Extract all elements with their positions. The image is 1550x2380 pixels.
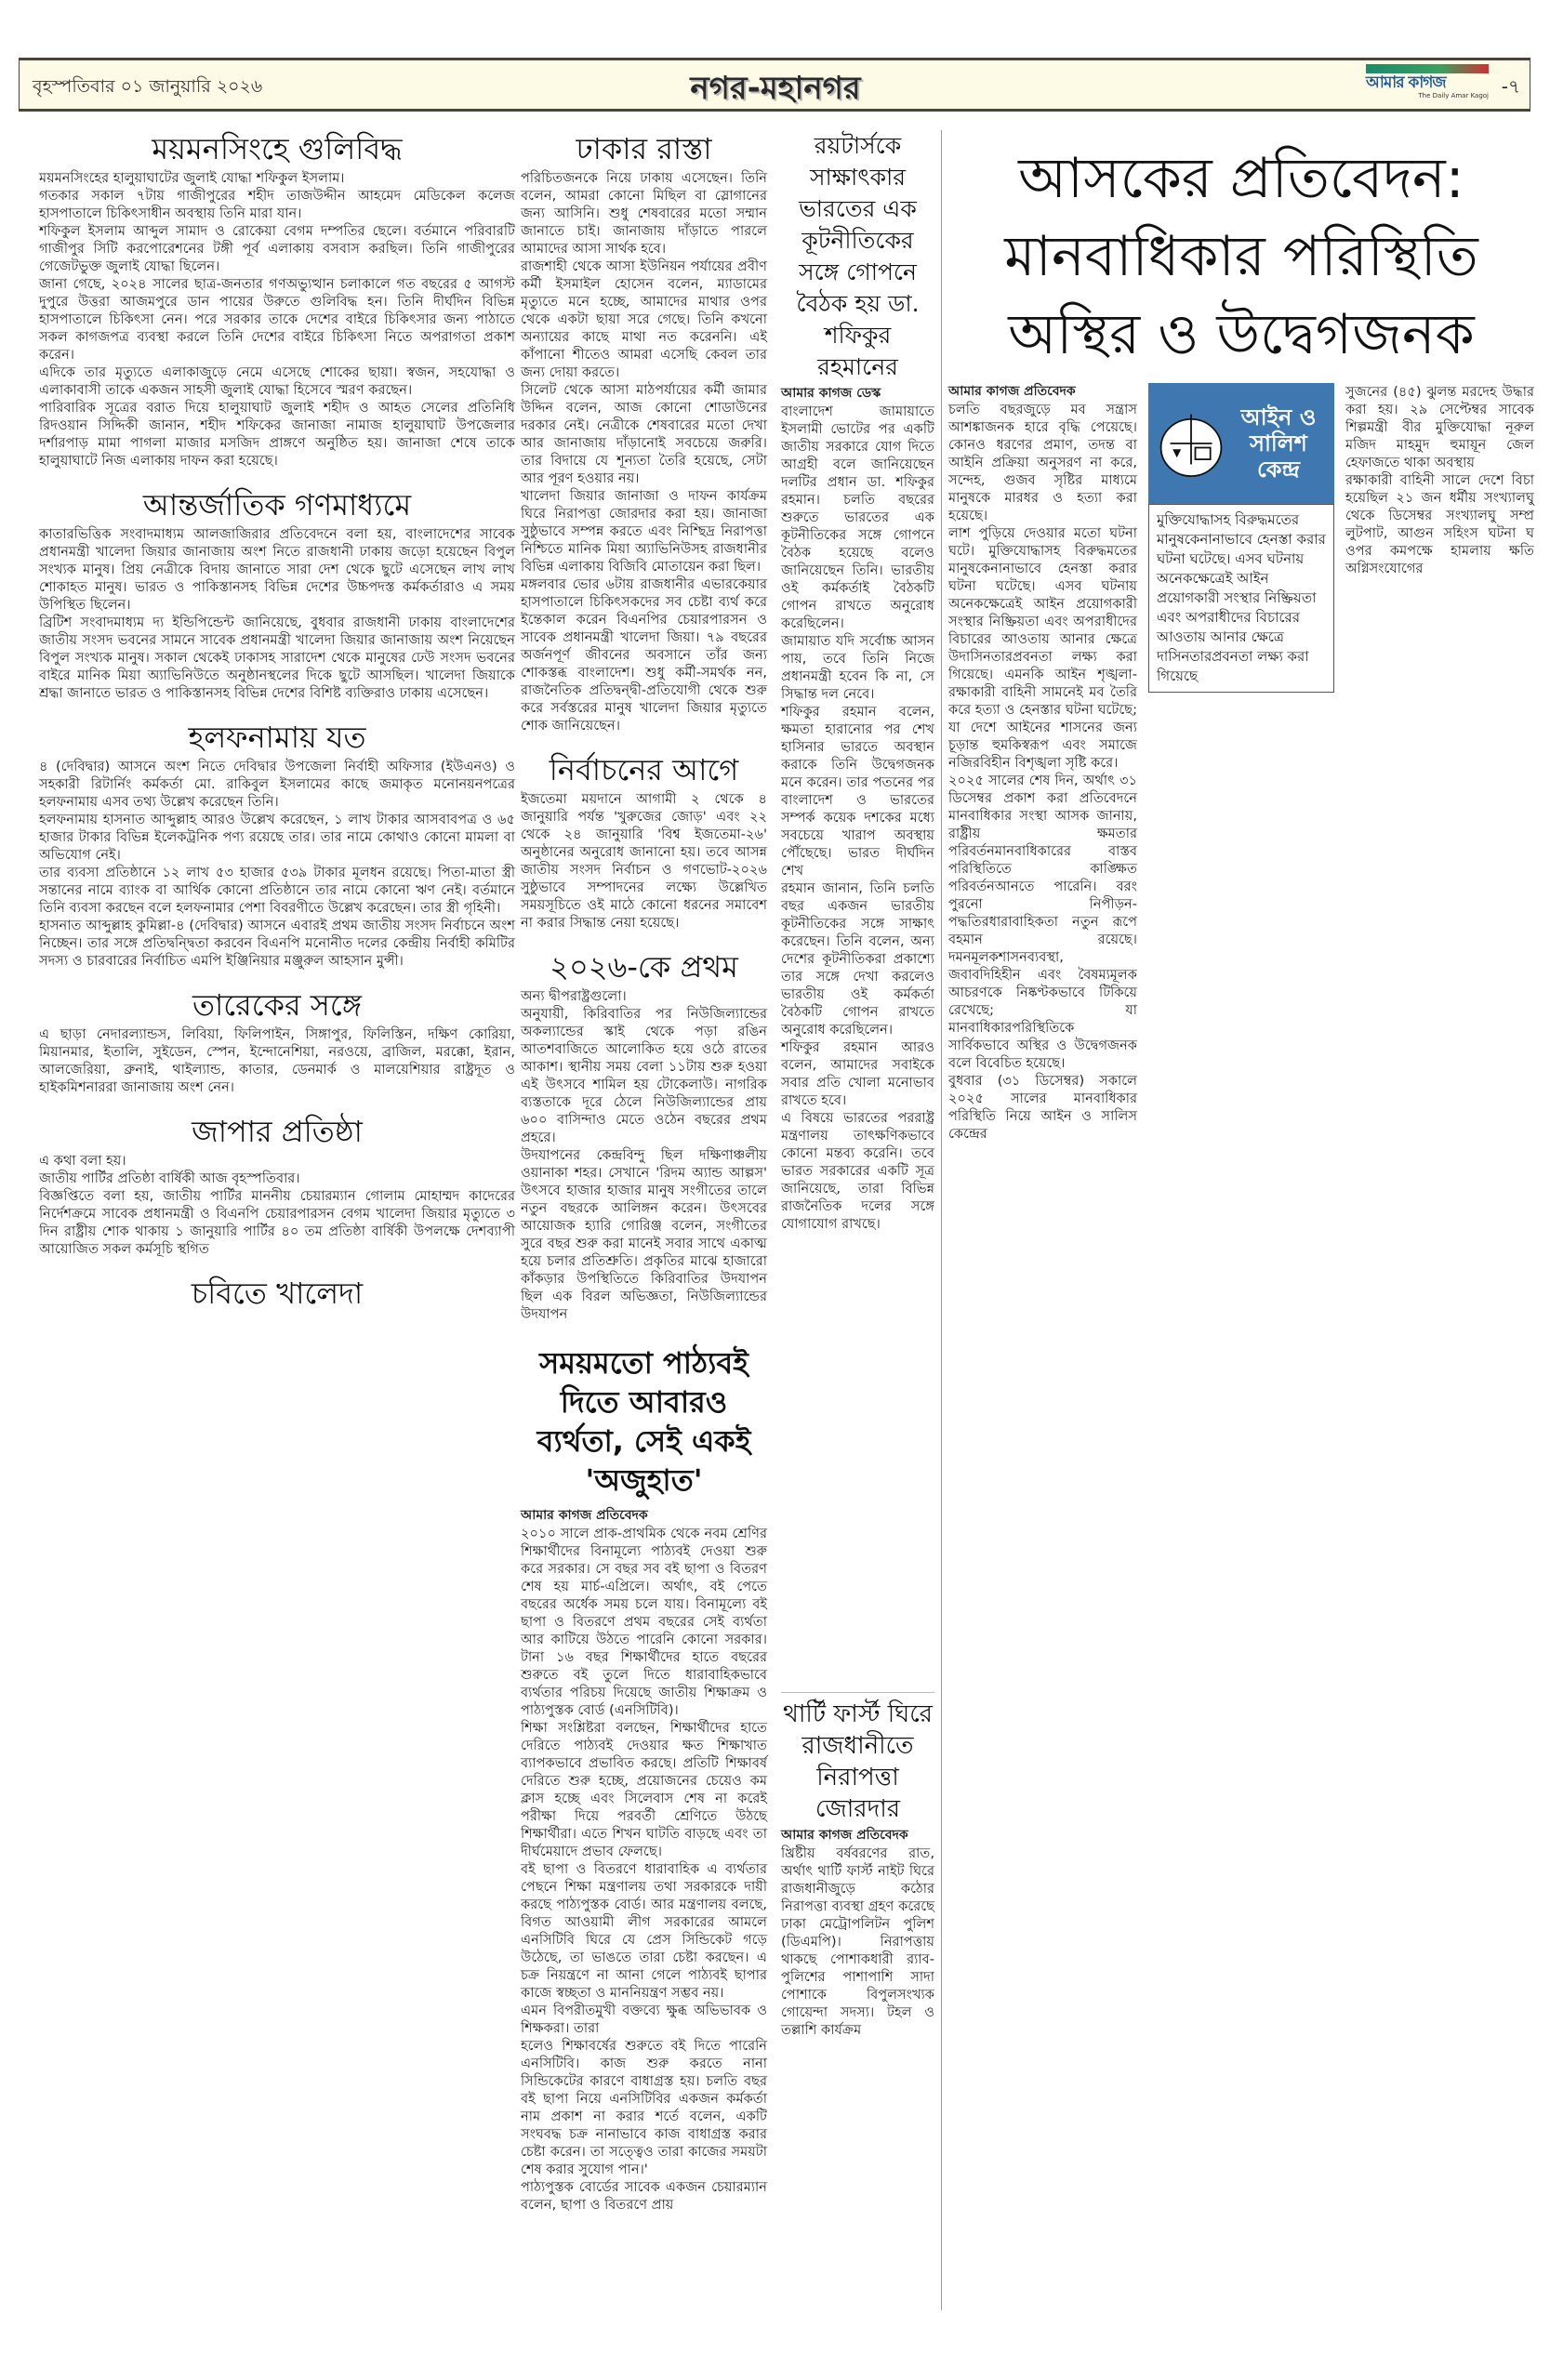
third-column (781, 130, 934, 2310)
article (521, 130, 767, 734)
lead-article-columns (948, 383, 1534, 2310)
paragraph: তার ব্যবসা প্রতিষ্ঠানে ১২ লাখ ৫৩ হাজার ৫৩৯ টাকার মূলধন রয়েছে। পিতা-মাতা স্ত্রী সন্তানের নামে ব্যাংক বা আর্থিক কোনো প্রতিষ্ঠানে তার নামে কোনো ঋণ নেই। বর্তমানে তিনি ব্যবসা করছেন বলে হলফনামার পেশা বিবরণীতে উল্লেখ করেছেন। তার স্ত্রী গৃহিনী। (39, 865, 515, 916)
paragraph: হলেও শিক্ষাবর্ষের শুরুতে বই দিতে পারেনি এনসিটিবি। কাজ শুরু করতে নানা সিন্ডিকেটের কারণে বাধাগ্রস্ত হয়। চলতি বছর বই ছাপা নিয়ে এনসিটিবির একজন কর্মকর্তা নাম প্রকাশ না করার শর্তে বলেন, একটি সংঘবদ্ধ চক্র নানাভাবে কাজ বাধাগ্রস্ত করার চেষ্টা করেন। তা সত্ত্বেও তারা কাজের সময়টা শেষ করার সুযোগ পান।' (521, 2038, 767, 2177)
paragraph: শফিকুর রহমান আরও বলেন, আমাদের সবাইকে সবার প্রতি খোলা মনোভাব রাখতে হবে। (781, 1039, 934, 1108)
lead-article-column-2-text (1148, 702, 1334, 2294)
paragraph: লাশ পুড়িয়ে দেওয়ার মতো ঘটনা ঘটে। মুক্তিযোদ্ধাসহ বিরুদ্ধমতের মানুষকেনানাভাবে হেনস্তা করার ঘটনা ঘটেছে। এসব ঘটনায় অনেকক্ষেত্রেই আইন প্রয়োগকারী সংস্থার নিষ্ক্রিয়তা এবং অপরাধীদের বিচারের আওতায় আনার ক্ষেত্রে উদাসিনতারপ্রবনতা লক্ষ্য করা গিয়েছে। এমনকি আইন শৃঙ্খলা-রক্ষাকারী বাহিনী সামনেই মব তৈরি করে হত্যা ও হেনস্তার ঘটনা ঘটেছে; যা দেশে আইনের শাসনের জন্য চূড়ান্ত হুমকিস্বরূপ এবং সমাজে নজিরবিহীন বিশৃঙ্খলা সৃষ্টি করে। (948, 525, 1137, 771)
paragraph: এ কথা বলা হয়। (39, 1153, 126, 1169)
lead-article-column-3 (1345, 383, 1534, 2294)
paragraph: শফিকুর রহমান বলেন, ক্ষমতা হারানোর পর শেখ হাসিনার ভারতে অবস্থান করাকে তিনি উদ্বেগজনক মনে করেন। তার পতনের পর বাংলাদেশ ও ভারতের সম্পর্ক কয়েক দশকের মধ্যে সবচেয়ে খারাপ অবস্থায় পৌঁছেছে। ভারত দীর্ঘদিন শেখ (781, 704, 934, 879)
logo-skyline-icon (1366, 64, 1489, 73)
paragraph: বই ছাপা ও বিতরণে ধারাবাহিক এ ব্যর্থতার পেছনে শিক্ষা মন্ত্রণালয় তথা সরকারকে দায়ী করছে পাঠ্যপুস্তক বোর্ড। আর মন্ত্রণালয় বলছে, বিগত আওয়ামী লীগ সরকারের আমলে এনসিটিবি ঘিরে যে প্রেস সিন্ডিকেট গড়ে উঠেছে, তা ভাঙতে তারা চেষ্টা করছেন। এ চক্র নিয়ন্ত্রণে না আনা গেলে পাঠ্যবই ছাপার কাজে স্বচ্ছতা ও মাননিয়ন্ত্রণ সম্ভব নয়। (521, 1861, 767, 2001)
paragraph: সিলেট থেকে আসা মাঠপর্যায়ের কর্মী জামার উদ্দিন বলেন, আজ কোনো শোডাউনের দরকার নেই। নেত্রীকে শেষবারের মতো দেখা আর জানাজায় দাঁড়ানোই সবচেয়ে জরুরি। তার বিদায়ে যে শূন্যতা তৈরি হয়েছে, সেটা আর পূরণ হওয়ার নয়। (521, 382, 767, 486)
paragraph: সুজনের (৪৫) ঝুলন্ত মরদেহ উদ্ধার করা হয়। ২৯ সেপ্টেম্বর সাবেক শিল্পমন্ত্রী বীর মুক্তিযোদ্ধা নূরুল মজিদ মাহমুদ হুমায়ূন জেল হেফাজতে থাকা অবস্থায় (1345, 384, 1534, 470)
lead-article (948, 139, 1534, 2310)
article-heading: জাপার প্রতিষ্ঠা (192, 1114, 363, 1149)
lead-article-column-1 (948, 383, 1137, 2294)
pull-quote: মুক্তিযোদ্ধাসহ বিরুদ্ধমতের মানুষকেনানাভাবে হেনস্তা করার ঘটনা ঘটেছে। এসব ঘটনায় অনেকক্ষেত্রেই আইন প্রয়োগকারী সংস্থার নিষ্ক্রিয়তা এবং অপরাধীদের বিচারের আওতায় আনার ক্ষেত্রে দাসিনতারপ্রবনতা লক্ষ্য করা গিয়েছে (1148, 504, 1334, 693)
paragraph: পাঠ্যপুস্তক বোর্ডের সাবেক একজন চেয়ারম্যান বলেন, ছাপা ও বিতরণে প্রায় (521, 2179, 767, 2213)
paragraph: উদযাপনের কেন্দ্রবিন্দু ছিল দক্ষিণাঞ্চলীয় ওয়ানাকা শহর। সেখানে 'রিদম অ্যান্ড আল্পস' উৎসবে হাজার হাজার মানুষ সংগীতের তালে নতুন বছরকে আলিঙ্গন করেন। উৎসবের আয়োজক হ্যারি গোরিঞ্জ বলেন, সংগীতের সুরে বছর শুরু করা মানেই সবার সাথে একাত্ম হয়ে চলার প্রতিশ্রুতি। প্রকৃতির মাঝে হাজারো কাঁকড়ার উপস্থিতিতে কিরিবাতির উদযাপন ছিল এক বিরল অভিজ্ঞতা, নিউজিল্যান্ডের উদযাপন (521, 1147, 767, 1322)
issue-date: বৃহস্পতিবার ০১ জানুয়ারি ২০২৬ (33, 76, 263, 97)
paragraph: হলফনামায় হাসনাত আব্দুল্লাহ আরও উল্লেখ করেছেন, ১ লাখ টাকার আসবাবপত্র ও ৬৫ হাজার টাকার বিভিন্ন ইলেকট্রনিক পণ্য রয়েছে তার। তার নামে কোথাও কোনো মামলা বা অভিযোগ নেই। (39, 812, 515, 863)
article-heading: আন্তর্জাতিক গণমাধ্যমে (142, 487, 412, 522)
paragraph: অন্য দ্বীপরাষ্ট্রগুলো। (521, 988, 627, 1004)
article-heading: ২০২৬-কে প্রথম (550, 949, 738, 985)
article (39, 130, 515, 469)
paragraph: বুধবার (৩১ ডিসেম্বর) সকালে ২০২৫ সালের মানবাধিকার পরিস্থিতি নিয়ে আইন ও সালিস কেন্দ্রের (948, 1073, 1137, 1142)
paragraph: খ্রিষ্টীয় বর্ষবরণের রাত, অর্থাৎ থার্টি ফার্স্ট নাইট ঘিরে রাজধানীজুড়ে কঠোর নিরাপত্তা ব্যবস্থা গ্রহণ করেছে ঢাকা মেট্রোপলিটন পুলিশ (ডিএমপি)। নিরাপত্তায় থাকছে পোশাকধারী র‍্যাব-পুলিশের পাশাপাশি সাদা পোশাকে বিপুলসংখ্যক গোয়েন্দা সদস্য। টহল ও তল্লাশি কার্যক্রম (781, 1845, 934, 2038)
paragraph: এমন বিপরীতমুখী বক্তব্যে ক্ষুব্ধ অভিভাবক ও শিক্ষকরা। তারা (521, 2003, 767, 2036)
scales-of-justice-icon (1158, 405, 1225, 482)
article (39, 1113, 515, 1258)
article-heading: থার্টি ফার্স্ট ঘিরে রাজধানীতে নিরাপত্তা জোরদার (783, 1700, 933, 1823)
paragraph: এ ছাড়া নেদারল্যান্ডস, লিবিয়া, ফিলিপাইন, সিঙ্গাপুর, ফিলিস্তিন, দক্ষিণ কোরিয়া, মিয়ানমার, ইতালি, সুইডেন, স্পেন, ইন্দোনেশিয়া, নরওয়ে, ব্রাজিল, মরক্কো, ইরান, আলজেরিয়া, ব্রুনাই, থাইল্যান্ড, কাতার, ডেনমার্ক ও মালয়েশিয়ার রাষ্ট্রদূত ও হাইকমিশনাররা জানাজায় অংশ নেন। (39, 1026, 515, 1095)
article-heading: ঢাকার রাস্তা (576, 131, 712, 166)
section-title: নগর-মহানগর (690, 70, 861, 107)
article-heading: তারেকের সঙ্গে (192, 987, 362, 1023)
left-column (39, 130, 515, 2310)
byline: আমার কাগজ প্রতিবেদক (521, 1508, 648, 1523)
paragraph: মঙ্গলবার ভোর ৬টায় রাজধানীর এভারকেয়ার হাসপাতালে চিকিৎসকদের সব চেষ্টা ব্যর্থ করে ইন্তেকাল করেন বিএনপির চেয়ারপারসন ও সাবেক প্রধানমন্ত্রী খালেদা জিয়া। ৭৯ বছরের অর্জনপূর্ণ জীবনের অবসানে তাঁর জন্য শোকস্তব্ধ বাংলাদেশ। শুধু কর্মী-সমর্থক নন, রাজনৈতিক প্রতিদ্বন্দ্বী-প্রতিযোগী থেকে শুরু করে সর্বস্তরের মানুষ খালেদা জিয়ার মৃত্যুতে শোক জানিয়েছেন। (521, 576, 767, 734)
article-heading: নির্বাচনের আগে (549, 752, 739, 787)
paragraph: অনুযায়ী, কিরিবাতির পর নিউজিল্যান্ডের অকল্যান্ডের স্কাই থেকে পড়া রঙিন আতশবাজিতে আলোকিত হয়ে ওঠে রাতের আকাশ। স্থানীয় সময় বেলা ১১টায় শুরু হওয়া এই উৎসবে শামিল হয় টোকেলাউ। নাগরিক ব্যস্ততাকে দূরে ঠেলে নিউজিল্যান্ডের প্রায় ৬০০ বাসিন্দাও মেতে ওঠেন বছরের প্রথম প্রহরে। (521, 1006, 767, 1145)
paragraph: জাতীয় পার্টির প্রতিষ্ঠা বার্ষিকী আজ বৃহস্পতিবার। (39, 1170, 300, 1186)
byline: আমার কাগজ প্রতিবেদক (781, 1828, 908, 1843)
paragraph: শিক্ষা সংশ্লিষ্টরা বলছেন, শিক্ষার্থীদের হাতে দেরিতে পাঠ্যবই দেওয়ার ক্ষত শিক্ষাখাত ব্যাপকভাবে প্রভাবিত করছে। প্রতিটি শিক্ষাবর্ষ দেরিতে শুরু হচ্ছে, প্রয়োজনের চেয়েও কম ক্লাস হচ্ছে এবং সিলেবাস শেষ না করেই পরীক্ষা দিয়ে পরবর্তী শ্রেণিতে উঠছে শিক্ষার্থীরা। এতে শিখন ঘাটতি বাড়ছে এবং তা দীর্ঘমেয়াদে প্রভাব ফেলছে। (521, 1720, 767, 1859)
byline: আমার কাগজ ডেস্ক (781, 386, 881, 401)
ask-logo (1148, 383, 1334, 504)
paragraph: পারিবারিক সূত্রের বরাত দিয়ে হালুয়াঘাট জুলাই শহীদ ও আহত সেলের প্রতিনিধি রিদওয়ান সিদ্দিকী জানান, শহীদ শফিকের জানাজা নামাজ হালুয়াঘাট উপজেলার দর্শারপাড় মামা পাগলা মাজার মসজিদ প্রাঙ্গণে অনুষ্ঠিত হয়। জানাজা শেষে তাকে হালুয়াঘাটে নিজ এলাকায় দাফন করা হয়েছে। (39, 400, 515, 469)
paragraph: এদিকে তার মৃত্যুতে এলাকাজুড়ে নেমে এসেছে শোকের ছায়া। স্বজন, সহযোদ্ধা ও এলাকাবাসী তাকে একজন সাহসী জুলাই যোদ্ধা হিসেবে স্মরণ করছেন। (39, 364, 515, 398)
paragraph: ইজতেমা ময়দানে আগামী ২ থেকে ৪ জানুয়ারি পর্যন্ত 'খুরুজের জোড়' এবং ২২ থেকে ২৪ জানুয়ারি 'বিশ্ব ইজতেমা-২৬' অনুষ্ঠানের অনুরোধ জানানো হয়। তবে আসন্ন জাতীয় সংসদ নির্বাচন ও গণভোট-২০২৬ সুষ্ঠুভাবে সম্পাদনের লক্ষ্যে উল্লেখিত সময়সূচিতে ওই মাঠে কোনো ধরনের সমাবেশ না করার সিদ্ধান্ত নেয়া হয়েছে। (521, 791, 767, 931)
article (39, 1275, 515, 1312)
article (521, 948, 767, 1323)
paragraph: রক্ষাকারী বাহিনী সালে দেশে বিচা হয়েছিল ২১ জন ধর্মীয় সংখ্যালঘু থেকে ডিসেম্বর সংখ্যালঘু সম্প্র লুটপাট, আগুন সহিংস ঘটনা ঘ ওপর কমপক্ষে হামলায় ক্ষতি অগ্নিসংযোগের (1345, 472, 1534, 576)
article-heading: রয়টার্সকে সাক্ষাৎকার ভারতের এক কূটনীতিকের সঙ্গে গোপনে বৈঠক হয় ডা. শফিকুর রহমানের (796, 132, 920, 380)
paragraph: রহমান জানান, তিনি চলতি বছর একজন ভারতীয় কূটনীতিকের সঙ্গে সাক্ষাৎ করেছেন। তিনি বলেন, অন্য দেশের কূটনীতিকরা প্রকাশ্যে তার সঙ্গে দেখা করলেও ভারতীয় ওই কর্মকর্তা বৈঠকটি গোপন রাখতে অনুরোধ করেছিলেন। (781, 880, 934, 1038)
paragraph: গতকার সকাল ৭টায় গাজীপুরের শহীদ তাজউদ্দীন আহমেদ মেডিকেল কলেজ হাসপাতালে চিকিৎসাধীন অবস্থায় তিনি মারা যান। (39, 188, 515, 221)
middle-column (521, 130, 767, 2310)
paragraph: জামায়াত যদি সর্বোচ্চ আসন পায়, তবে তিনি নিজে প্রধানমন্ত্রী হবেন কি না, সে সিদ্ধান্ত দল নেবে। (781, 633, 934, 702)
article-heading: হলফনামায় যত (188, 720, 366, 755)
paragraph: এ বিষয়ে ভারতের পররাষ্ট্র মন্ত্রণালয় তাৎক্ষণিকভাবে কোনো মন্তব্য করেনি। তবে ভারত সরকারের একটি সূত্র জানিয়েছে, তারা বিভিন্ন রাজনৈতিক দলের সঙ্গে যোগাযোগ রাখছে। (781, 1110, 934, 1232)
newspaper-logo (1366, 64, 1489, 107)
middle-column-top (521, 130, 767, 1340)
article (39, 986, 515, 1096)
article (521, 751, 767, 932)
paragraph: ময়মনসিংহের হালুয়াঘাটের জুলাই যোদ্ধা শফিকুল ইসলাম। (39, 170, 345, 186)
reuters-article (781, 130, 934, 1675)
article (39, 719, 515, 970)
paragraph: বাংলাদেশ জামায়াতে ইসলামী ভোটের পর একটি জাতীয় সরকারে যোগ দিতে আগ্রহী বলে জানিয়েছেন দলটির প্রধান ডা. শফিকুর রহমান। চলতি বছরের শুরুতে ভারতের এক কূটনীতিকের সঙ্গে গোপনে বৈঠক হয়েছে বলেও জানিয়েছেন তিনি। ভারতীয় ওই কর্মকর্তাই বৈঠকটি গোপন রাখতে অনুরোধ করেছিলেন। (781, 403, 934, 631)
textbook-article (521, 1507, 767, 2294)
logo-subtitle: The Daily Amar Kagoj (1418, 92, 1489, 99)
paragraph: ২০২৫ সালের শেষ দিন, অর্থাৎ ৩১ ডিসেম্বর প্রকাশ করা প্রতিবেদনে মানবাধিকার সংস্থা আসক জানায়, রাষ্ট্রীয় ক্ষমতার পরিবর্তনমানবাধিকারের বাস্তব পরিস্থিতিতে কাঙ্ক্ষিত পরিবর্তনআনতে পারেনি। বরং পুরনো নিপীড়ন-পদ্ধতিরধারাবাহিকতা নতুন রূপে বহমান রয়েছে। দমনমূলকশাসনব্যবস্থা, জবাবদিহিহীন এবং বৈষম্যমূলক আচরণকে নিষ্কণ্টকভাবে টিকিয়ে রেখেছে; যা মানবাধিকারপরিস্থিতিকে সার্বিকভাবে অস্থির ও উদ্বেগজনক বলে বিবেচিত হয়েছে। (948, 773, 1137, 1071)
logo-name: আমার কাগজ (1366, 73, 1446, 92)
article-heading: ময়মনসিংহে গুলিবিদ্ধ (152, 131, 403, 166)
lead-headline: আসকের প্রতিবেদন: মানবাধিকার পরিস্থিতি অস্থির ও উদ্বেগজনক (1004, 146, 1478, 367)
security-article (781, 1692, 934, 2294)
paragraph: খালেদা জিয়ার জানাজা ও দাফন কার্যক্রম ঘিরে নিরাপত্তা জোরদার করা হয়। জানাজা সুষ্ঠুভাবে সম্পন্ন করতে এবং নিশ্ছিদ্র নিরাপত্তা নিশ্চিতে মানিক মিয়া অ্যাভিনিউসহ রাজধানীর বিভিন্ন এলাকায় বিজিবি মোতায়েন করা ছিল। (521, 488, 767, 575)
paragraph: হাসনাত আব্দুল্লাহ কুমিল্লা-৪ (দেবিদ্বার) আসনে এবারই প্রথম জাতীয় সংসদ নির্বাচনে অংশ নিচ্ছেন। তার সঙ্গে প্রতিদ্বন্দ্বিতা করবেন বিএনপি মনোনীত দলের কেন্দ্রীয় নির্বাহী কমিটির সদস্য ও চারবারের নির্বাচিত এমপি ইঞ্জিনিয়ার মঞ্জুরুল আহসান মুন্সী। (39, 918, 515, 969)
paragraph: ব্রিটিশ সংবাদমাধ্যম দ্য ইন্ডিপিন্ডেন্ট জানিয়েছে, বুধবার রাজধানী ঢাকায় বাংলাদেশের জাতীয় সংসদ ভবনের সামনে সাবেক প্রধানমন্ত্রী খালেদা জিয়ার জানাজায় অংশ নিয়েছেন বিপুল সংখ্যক মানুষ। সকাল থেকেই ঢাকাসহ সারাদেশ থেকে মানুষের ঢেউ সংসদ ভবনের বাইরে মানিক মিয়া অ্যাভিনিউতে অনুষ্ঠানস্থলের দিকে ছুটে আসছিল। খালেদা জিয়াকে শ্রদ্ধা জানাতে ভারত ও পাকিস্তানসহ বিভিন্ন দেশের বিশিষ্ট ব্যক্তিরাও ঢাকায় এসেছেন। (39, 615, 515, 701)
textbook-headline: সময়মতো পাঠ্যবই দিতে আবারও ব্যর্থতা, সেই একই 'অজুহাত' (537, 1345, 751, 1498)
paragraph: পরিচিতজনকে নিয়ে ঢাকায় এসেছেন। তিনি বলেন, আমরা কোনো মিছিল বা স্লোগানের জন্য আসিনি। শুধু শেষবারের মতো সম্মান জানাতে চাই। জানাজায় দাঁড়াতে পারলে আমাদের আসা সার্থক হবে। (521, 170, 767, 257)
paragraph: ২০১০ সালে প্রাক-প্রাথমিক থেকে নবম শ্রেণির শিক্ষার্থীদের বিনামূল্যে পাঠ্যবই দেওয়া শুরু করে সরকার। সে বছর সব বই ছাপা ও বিতরণ শেষ হয় মার্চ-এপ্রিলে। অর্থাৎ, বই পেতে বছরের অর্ধেক সময় চলে যায়। বিনামূল্যে বই ছাপা ও বিতরণে প্রথম বছরের সেই ব্যর্থতা আর কাটিয়ে উঠতে পারেনি কোনো সরকার। টানা ১৬ বছর শিক্ষার্থীদের হাতে বছরের শুরুতে বই তুলে দিতে ধারাবাহিকভাবে ব্যর্থতার পরিচয় দিয়েছে জাতীয় শিক্ষাক্রম ও পাঠ্যপুস্তক বোর্ড (এনসিটিবি)। (521, 1526, 767, 1718)
paragraph: শফিকুল ইসলাম আব্দুল সামাদ ও রোকেয়া বেগম দম্পতির ছেলে। বর্তমানে পরিবারটি গাজীপুর সিটি করপোরেশনের টঙ্গী পূর্ব এলাকায় বসবাস করছিল। তিনি গাজীপুরের গেজেটভুক্ত জুলাই যোদ্ধা ছিলেন। (39, 223, 515, 274)
article (39, 486, 515, 702)
page-number: -৭ (1501, 75, 1520, 98)
ask-logo-text: আইন ও সালিশ কেন্দ্র (1240, 404, 1317, 483)
lead-article-column-2 (1148, 383, 1334, 2310)
paragraph: জানা গেছে, ২০২৪ সালের ছাত্র-জনতার গণঅভ্যুত্থান চলাকালে গত বছরের ৫ আগস্ট দুপুরে উত্তরা আজমপুরে ডান পায়ের উরুতে গুলিবিদ্ধ হন। তিনি দীর্ঘদিন বিভিন্ন হাসপাতালে চিকিৎসা নেন। পরে সরকার তাকে দেশের বাইরে চিকিৎসার জন্য পাঠাতে সকল কাগজপত্র ব্যবস্থা করলে তিনি দেশের বাইরে চিকিৎসা নিতে অপরাগতা প্রকাশ করেন। (39, 276, 515, 363)
page-masthead (19, 58, 1530, 112)
article-heading: চবিতে খালেদা (191, 1276, 364, 1311)
column-divider (941, 130, 942, 2310)
paragraph: কাতারভিত্তিক সংবাদমাধ্যম আলজাজিরার প্রতিবেদনে বলা হয়, বাংলাদেশের সাবেক প্রধানমন্ত্রী খালেদা জিয়ার জানাজায় অংশ নিতে রাজধানী ঢাকায় জড়ো হয়েছেন বিপুল সংখ্যক মানুষ। প্রিয় নেত্রীকে বিদায় জানাতে সারা দেশ থেকে ছুটে এসেছেন লাখ লাখ শোকাহত মানুষ। ভারত ও পাকিস্তানসহ বিভিন্ন দেশের উচ্চপদস্ত কর্মকর্তারাও এ সময় উপিস্থিত ছিলেন। (39, 526, 515, 613)
paragraph: বিজ্ঞপ্তিতে বলা হয়, জাতীয় পার্টির মাননীয় চেয়ারম্যান গোলাম মোহাম্মদ কাদেরের নির্দেশক্রমে সাবেক প্রধানমন্ত্রী ও বিএনপি চেয়ারপারসন বেগম খালেদা জিয়ার মৃত্যুতে ৩ দিন রাষ্ট্রীয় শোক থাকায় ১ জানুয়ারি পার্টির ৪০ তম প্রতিষ্ঠা বার্ষিকী উপলক্ষে দেশব্যাপী আয়োজিত সকল কর্মসূচি স্থগিত (39, 1188, 515, 1257)
byline: আমার কাগজ প্রতিবেদক (948, 384, 1076, 399)
paragraph: চলতি বছরজুড়ে মব সন্ত্রাস আশঙ্কাজনক হারে বৃদ্ধি পেয়েছে। কোনও ধরণের প্রমাণ, তদন্ত বা আইনি প্রক্রিয়া অনুসরণ না করে, সন্দেহ, গুজব সৃষ্টির মাধ্যমে মানুষকে মারধর ও হত্যা করা হয়েছে। (948, 402, 1137, 523)
paragraph: ৪ (দেবিদ্বার) আসনে অংশ নিতে দেবিদ্বার উপজেলা নির্বাহী অফিসার (ইউএনও) ও সহকারী রিটার্নিং কর্মকর্তা মো. রাকিবুল ইসলামের কাছে জমাকৃত মনোনয়নপত্রের হলফনামায় এসব তথ্য উল্লেখ করেছেন তিনি। (39, 759, 515, 810)
paragraph: রাজশাহী থেকে আসা ইউনিয়ন পর্যায়ের প্রবীণ কর্মী ইসমাইল হোসেন বলেন, ম্যাডামের মৃত্যুতে মনে হচ্ছে, আমাদের মাথার ওপর থেকে একটা ছায়া সরে গেছে। তিনি কখনো অন্যায়ের কাছে মাথা নত করেননি। এই কাঁপানো শীতেও আমরা এসেছি কেবল তার জন্য দোয়া করতে। (521, 258, 767, 380)
